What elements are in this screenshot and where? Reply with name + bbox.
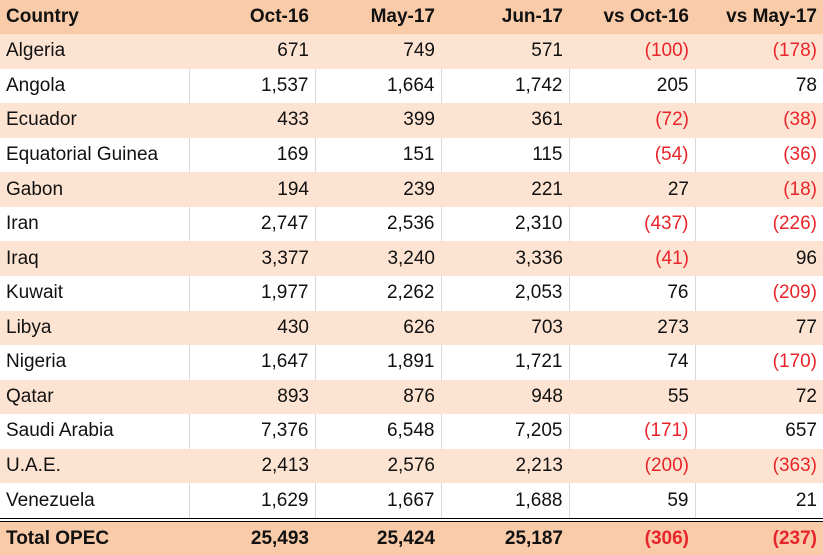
table-row: [0, 69, 823, 104]
vs-may-17-cell: 78: [695, 69, 823, 104]
country-cell: Qatar: [0, 380, 189, 415]
oct-16-cell: 2,413: [189, 449, 315, 484]
oct-16-cell: 430: [189, 311, 315, 346]
table-row: [0, 311, 823, 346]
column-header-jun-17: Jun-17: [441, 0, 569, 34]
vs-oct-16-cell: (100): [569, 34, 695, 69]
jun-17-cell: 1,688: [441, 483, 569, 520]
jun-17-cell: 7,205: [441, 414, 569, 449]
column-header-may-17: May-17: [315, 0, 441, 34]
oct-16-cell: 3,377: [189, 241, 315, 276]
vs-oct-16-cell: 55: [569, 380, 695, 415]
total-row: [0, 520, 823, 555]
vs-oct-16-cell: (72): [569, 103, 695, 138]
country-cell: Iraq: [0, 241, 189, 276]
country-cell: Angola: [0, 69, 189, 104]
total-oct-16: 25,493: [189, 520, 315, 555]
vs-may-17-cell: (38): [695, 103, 823, 138]
country-cell: Nigeria: [0, 345, 189, 380]
vs-oct-16-cell: (41): [569, 241, 695, 276]
country-cell: Ecuador: [0, 103, 189, 138]
vs-may-17-cell: (226): [695, 207, 823, 242]
table-row: [0, 449, 823, 484]
total-label: Total OPEC: [0, 520, 189, 555]
oct-16-cell: 7,376: [189, 414, 315, 449]
column-header-country: Country: [0, 0, 189, 34]
vs-may-17-cell: (36): [695, 138, 823, 173]
table-row: [0, 483, 823, 520]
vs-oct-16-cell: 205: [569, 69, 695, 104]
table-row: [0, 345, 823, 380]
may-17-cell: 6,548: [315, 414, 441, 449]
vs-may-17-cell: (18): [695, 172, 823, 207]
country-cell: Iran: [0, 207, 189, 242]
may-17-cell: 2,262: [315, 276, 441, 311]
country-cell: Equatorial Guinea: [0, 138, 189, 173]
vs-may-17-cell: (178): [695, 34, 823, 69]
country-cell: Kuwait: [0, 276, 189, 311]
table-row: [0, 276, 823, 311]
jun-17-cell: 2,053: [441, 276, 569, 311]
total-vs-may-17: (237): [695, 520, 823, 555]
jun-17-cell: 361: [441, 103, 569, 138]
may-17-cell: 3,240: [315, 241, 441, 276]
table-row: [0, 414, 823, 449]
oct-16-cell: 169: [189, 138, 315, 173]
jun-17-cell: 3,336: [441, 241, 569, 276]
column-header-vs-oct-16: vs Oct-16: [569, 0, 695, 34]
vs-may-17-cell: (209): [695, 276, 823, 311]
vs-may-17-cell: (363): [695, 449, 823, 484]
oct-16-cell: 1,537: [189, 69, 315, 104]
oct-16-cell: 2,747: [189, 207, 315, 242]
oct-16-cell: 671: [189, 34, 315, 69]
oct-16-cell: 194: [189, 172, 315, 207]
vs-oct-16-cell: 273: [569, 311, 695, 346]
table-row: [0, 207, 823, 242]
country-cell: Algeria: [0, 34, 189, 69]
country-cell: Gabon: [0, 172, 189, 207]
vs-oct-16-cell: (171): [569, 414, 695, 449]
vs-may-17-cell: 72: [695, 380, 823, 415]
vs-may-17-cell: 96: [695, 241, 823, 276]
country-cell: Libya: [0, 311, 189, 346]
table-row: [0, 380, 823, 415]
table-row: [0, 103, 823, 138]
vs-may-17-cell: 657: [695, 414, 823, 449]
vs-oct-16-cell: (200): [569, 449, 695, 484]
table-row: [0, 34, 823, 69]
column-header-oct-16: Oct-16: [189, 0, 315, 34]
jun-17-cell: 703: [441, 311, 569, 346]
country-cell: Saudi Arabia: [0, 414, 189, 449]
may-17-cell: 2,576: [315, 449, 441, 484]
vs-oct-16-cell: 74: [569, 345, 695, 380]
jun-17-cell: 1,742: [441, 69, 569, 104]
vs-oct-16-cell: 27: [569, 172, 695, 207]
jun-17-cell: 571: [441, 34, 569, 69]
table-row: [0, 241, 823, 276]
may-17-cell: 1,664: [315, 69, 441, 104]
jun-17-cell: 948: [441, 380, 569, 415]
total-jun-17: 25,187: [441, 520, 569, 555]
may-17-cell: 626: [315, 311, 441, 346]
may-17-cell: 749: [315, 34, 441, 69]
vs-may-17-cell: (170): [695, 345, 823, 380]
column-header-vs-may-17: vs May-17: [695, 0, 823, 34]
may-17-cell: 2,536: [315, 207, 441, 242]
vs-may-17-cell: 21: [695, 483, 823, 520]
table-row: [0, 172, 823, 207]
country-cell: Venezuela: [0, 483, 189, 520]
table-row: [0, 138, 823, 173]
jun-17-cell: 1,721: [441, 345, 569, 380]
vs-oct-16-cell: 76: [569, 276, 695, 311]
country-cell: U.A.E.: [0, 449, 189, 484]
may-17-cell: 1,667: [315, 483, 441, 520]
oct-16-cell: 1,647: [189, 345, 315, 380]
header-row: [0, 0, 823, 34]
may-17-cell: 876: [315, 380, 441, 415]
oct-16-cell: 893: [189, 380, 315, 415]
vs-oct-16-cell: 59: [569, 483, 695, 520]
jun-17-cell: 115: [441, 138, 569, 173]
may-17-cell: 239: [315, 172, 441, 207]
total-vs-oct-16: (306): [569, 520, 695, 555]
vs-oct-16-cell: (437): [569, 207, 695, 242]
jun-17-cell: 221: [441, 172, 569, 207]
table-body: [0, 34, 823, 520]
jun-17-cell: 2,213: [441, 449, 569, 484]
vs-may-17-cell: 77: [695, 311, 823, 346]
oct-16-cell: 433: [189, 103, 315, 138]
vs-oct-16-cell: (54): [569, 138, 695, 173]
total-may-17: 25,424: [315, 520, 441, 555]
may-17-cell: 399: [315, 103, 441, 138]
jun-17-cell: 2,310: [441, 207, 569, 242]
may-17-cell: 151: [315, 138, 441, 173]
may-17-cell: 1,891: [315, 345, 441, 380]
oct-16-cell: 1,629: [189, 483, 315, 520]
oct-16-cell: 1,977: [189, 276, 315, 311]
